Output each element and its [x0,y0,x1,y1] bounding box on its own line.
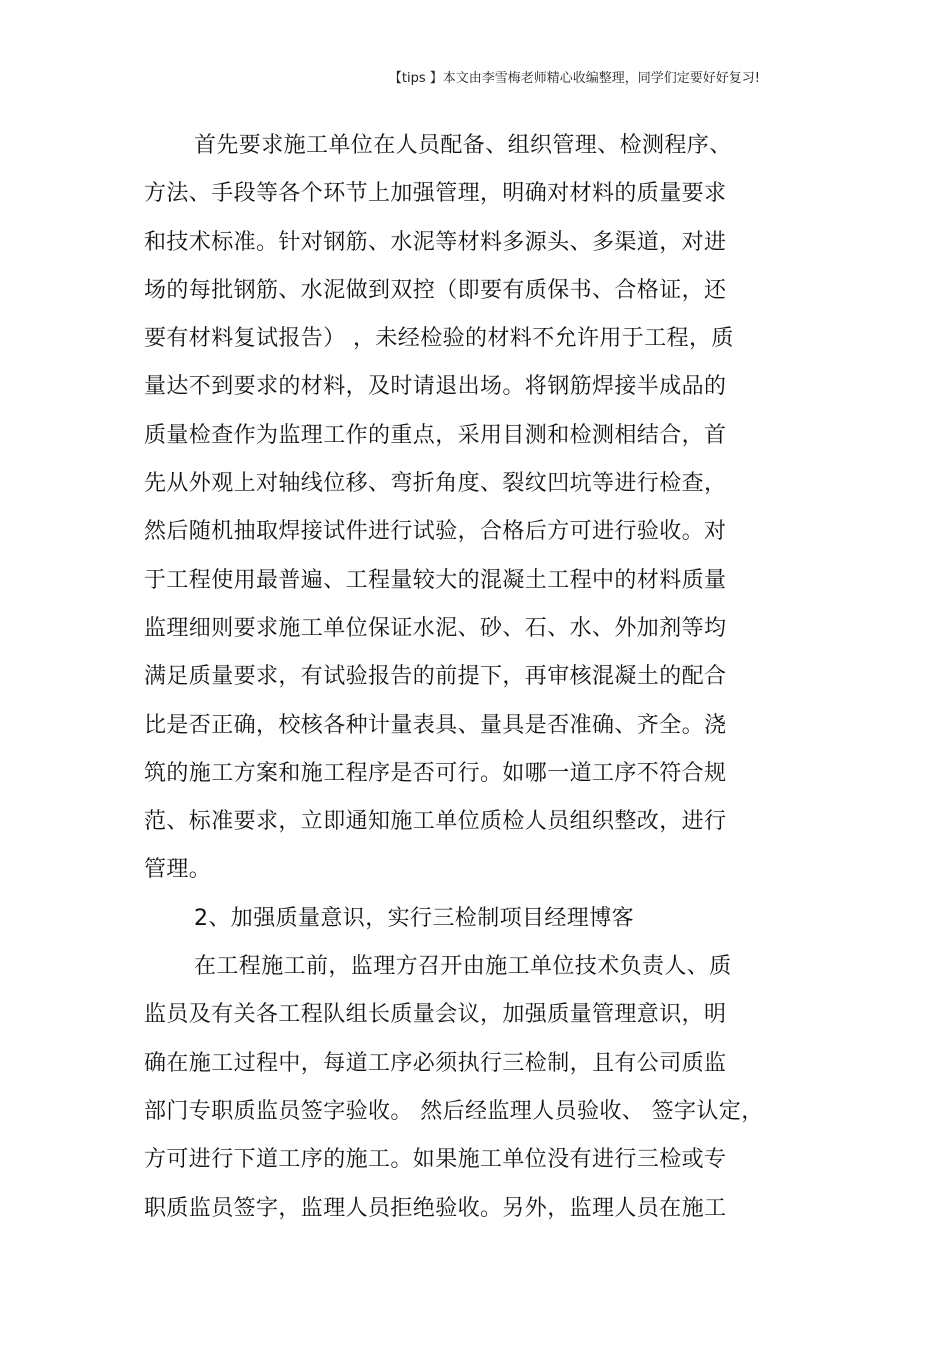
text-line: 部门专职质监员签字验收。 然后经监理人员验收、 签字认定， [144,1098,764,1124]
text-line: 和技术标准。针对钢筋、水泥等材料多源头、多渠道，对进 [144,229,727,255]
text-line: 确在施工过程中，每道工序必须执行三检制，且有公司质监 [144,1050,727,1076]
text-line: 职质监员签字，监理人员拒绝验收。另外，监理人员在施工 [144,1195,727,1221]
text-line: 要有材料复试报告） ，未经检验的材料不允许用于工程，质 [144,326,734,352]
text-line: 首先要求施工单位在人员配备、组织管理、检测程序、 [194,133,732,158]
text-line: 然后随机抽取焊接试件进行试验，合格后方可进行验收。对 [144,519,727,545]
text-line: 方可进行下道工序的施工。如果施工单位没有进行三检或专 [144,1147,727,1173]
paragraph [144,128,804,901]
text-line: 监理细则要求施工单位保证水泥、砂、石、水、外加剂等均 [144,615,727,641]
text-line: 质量检查作为监理工作的重点，采用目测和检测相结合，首 [144,422,727,448]
text-line: 量达不到要求的材料，及时请退出场。将钢筋焊接半成品的 [144,374,727,400]
text-line: 筑的施工方案和施工程序是否可行。如哪一道工序不符合规 [144,760,727,786]
text-line: 监员及有关各工程队组长质量会议，加强质量管理意识，明 [144,1002,727,1028]
text-line: 在工程施工前，监理方召开由施工单位技术负责人、质 [194,954,732,980]
text-line: 于工程使用最普遍、工程量较大的混凝土工程中的材料质量 [144,567,727,593]
text-line: 比是否正确，校核各种计量表具、量具是否准确、齐全。浇 [144,712,727,738]
section-heading [144,901,804,949]
body-text [144,128,804,1239]
header-tip-note: 【tips 】本文由李雪梅老师精心收编整理，同学们定要好好复习! [388,71,760,86]
text-line: 满足质量要求，有试验报告的前提下，再审核混凝土的配合 [144,664,727,690]
text-line: 先从外观上对轴线位移、弯折角度、裂纹凹坑等进行检查， [144,471,727,497]
text-line: 场的每批钢筋、水泥做到双控（即要有质保书、合格证，还 [144,277,727,303]
text-line: 2、加强质量意识，实行三检制项目经理博客 [194,905,634,931]
paragraph [144,949,804,1239]
text-line: 方法、手段等各个环节上加强管理，明确对材料的质量要求 [144,181,727,207]
text-line: 范、标准要求，立即通知施工单位质检人员组织整改，进行 [144,809,727,835]
text-line: 管理。 [144,857,212,883]
